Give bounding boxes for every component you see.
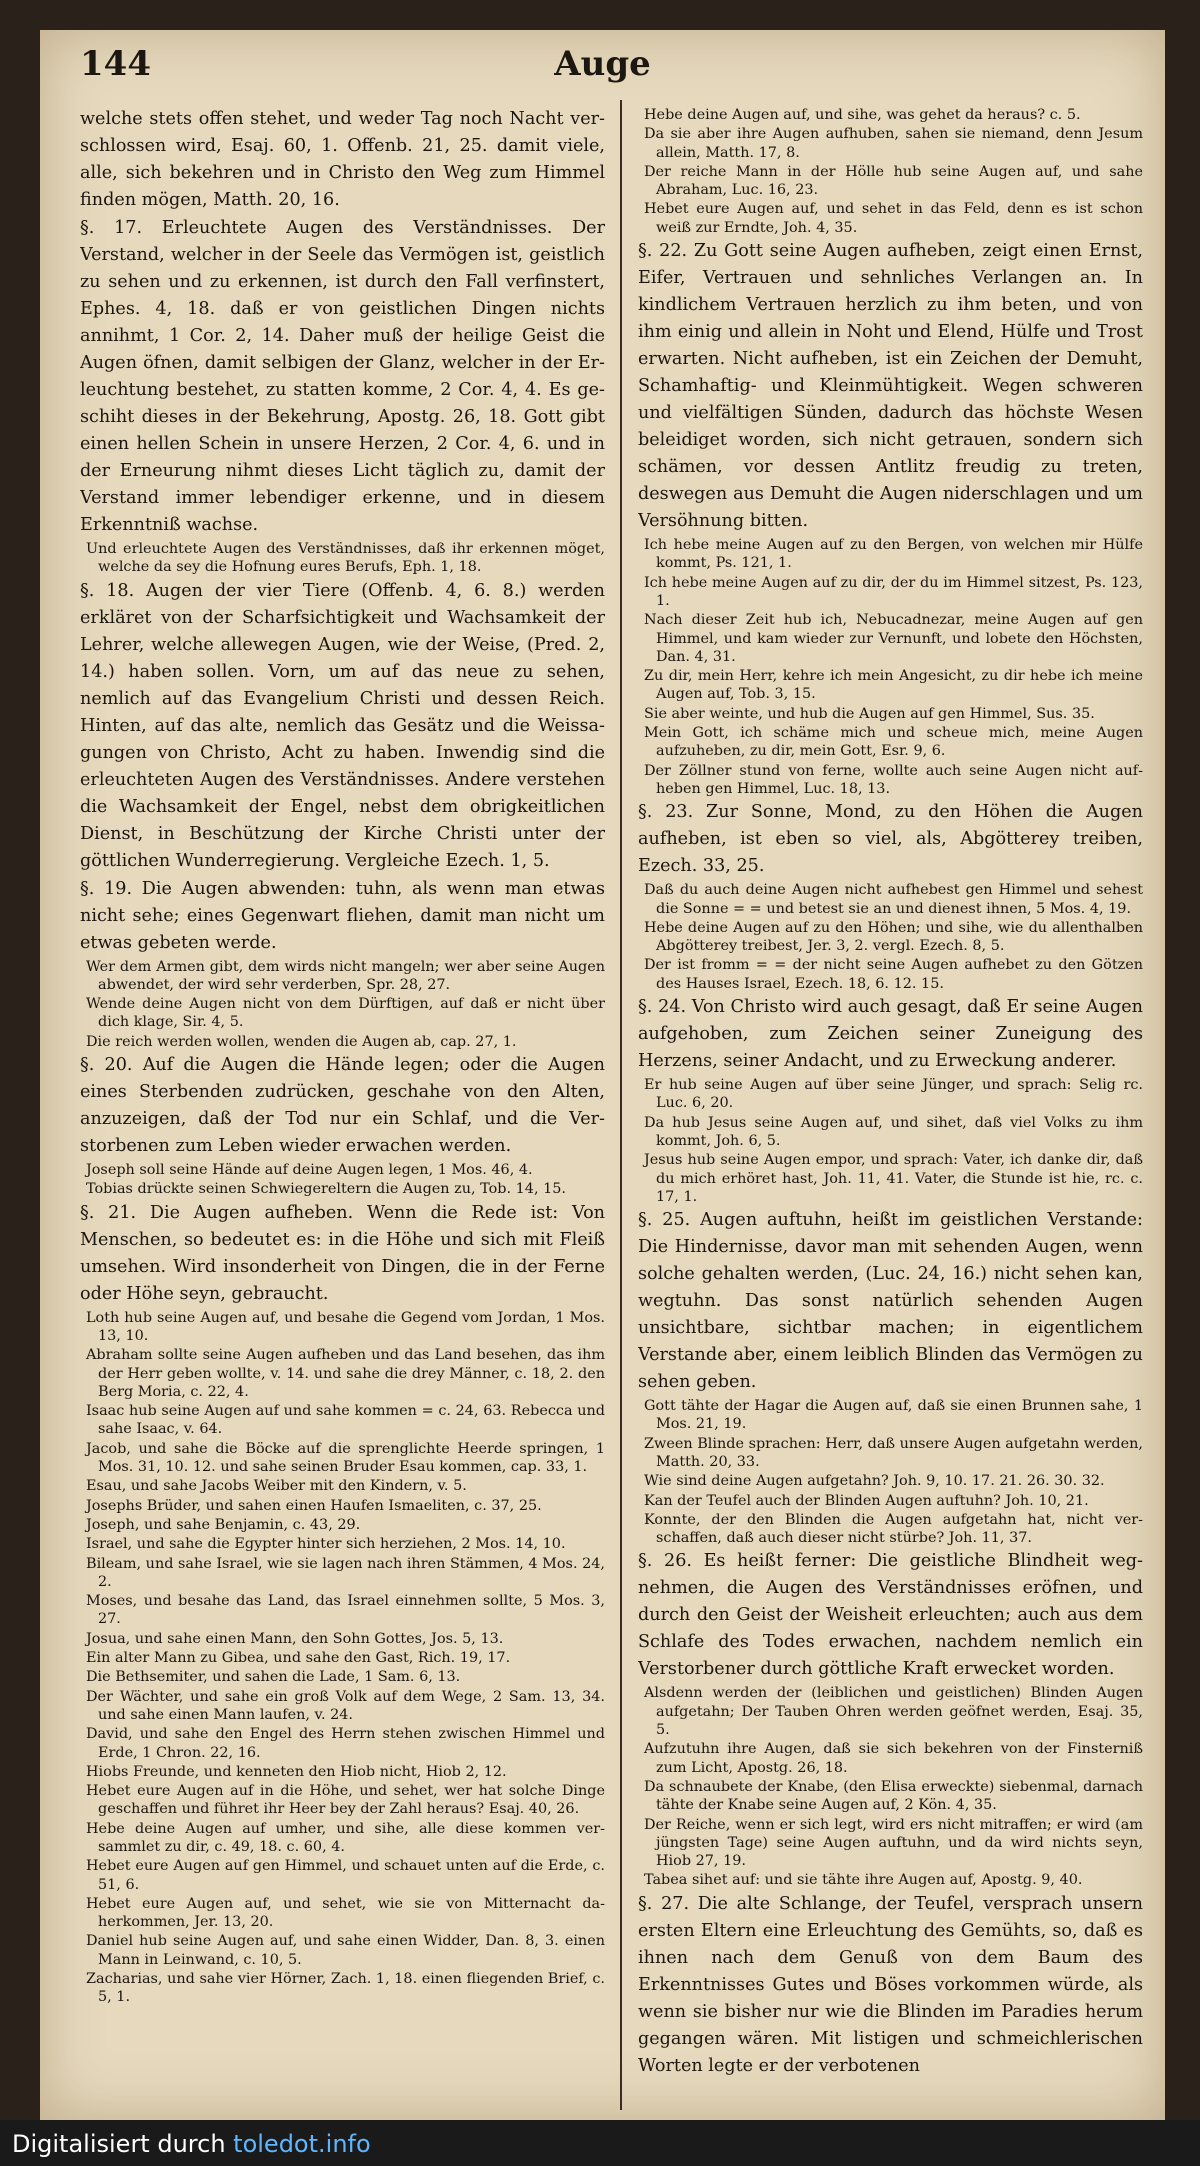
paragraph: §. 17. Erleuchtete Augen des Verständnisses. Der Verstand, welcher in der Seele das Vermögen ist, geistlich zu sehen und zu erkennen, ist durch den Fall verfinstert, Ephes. 4, 18. daß er von geistlichen Dingen nichts annihmt, 1 Cor. 2, 14. Daher muß der heilige Geist die Augen öfnen, damit selbigen der Glanz, welcher in der Erleuchtung bestehet, zu statten komme, 2 Cor. 4, 4. Es geschiht dieses in der Bekehrung, Apostg. 26, 18. Gott gibt einen hellen Schein in unsere Herzen, 2 Cor. 4, 6. und in der Erneurung nihmt dieses Licht täglich zu, damit der Verstand immer lebendiger erkenne, und in diesem Erkenntniß wachse.: [80, 218, 605, 535]
quotation: Der Reiche, wenn er sich legt, wird ers nicht mitraffen; er wird (am jüngsten Tage) seine Augen auftuhn, und da wird nichts seyn, Hiob 27, 19.: [644, 1816, 1143, 1870]
digitization-footer: [0, 2120, 1200, 2166]
footer-brand-link[interactable]: toledot.info: [233, 2130, 371, 2158]
quotation: Joseph soll seine Hände auf deine Augen legen, 1 Mos. 46, 4.: [86, 1162, 533, 1179]
page-number: 144: [80, 44, 151, 84]
quotation: Nach dieser Zeit hub ich, Nebucadnezar, meine Augen auf gen Himmel, und kam wieder zur Vernunft, und lobete den Höchsten, Dan. 4, 31.: [644, 612, 1143, 665]
quotation: Isaac hub seine Augen auf und sahe kommen = c. 24, 63. Rebecca und sahe Isaac, v. 64.: [86, 1403, 605, 1438]
quotation: Wie sind deine Augen aufgetahn? Joh. 9, 10. 17. 21. 26. 30. 32.: [644, 1473, 1105, 1490]
quotation: Ein alter Mann zu Gibea, und sahe den Gast, Rich. 19, 17.: [86, 1650, 511, 1667]
quotation: Wende deine Augen nicht von dem Dürftigen, auf daß er nicht über dich klage, Sir. 4, 5.: [86, 996, 605, 1031]
scanned-page: [40, 30, 1165, 2120]
paragraph: §. 20. Auf die Augen die Hände legen; oder die Augen eines Sterbenden zudrücken, geschahe von den Alten, anzuzeigen, daß der Tod nur ein Schlaf, und die Verstorbenen zum Leben wieder erwachen werden.: [80, 1055, 605, 1157]
quotation: Der Wächter, und sahe ein groß Volk auf dem Wege, 2 Sam. 13, 34. und sahe einen Mann laufen, v. 24.: [86, 1688, 605, 1723]
quotation: Die Bethsemiter, und sahen die Lade, 1 Sam. 6, 13.: [86, 1669, 461, 1686]
running-head: Auge: [554, 44, 651, 84]
quotation: Sie aber weinte, und hub die Augen auf gen Himmel, Sus. 35.: [644, 705, 1095, 722]
quotation: Wer dem Armen gibt, dem wirds nicht mangeln; wer aber seine Augen abwendet, der wird sehr verderben, Spr. 28, 27.: [86, 958, 605, 993]
quotation: Josephs Brüder, und sahen einen Haufen Ismaeliten, c. 37, 25.: [86, 1497, 542, 1514]
quotation: Joseph, und sahe Benjamin, c. 43, 29.: [86, 1516, 361, 1533]
quotation: Zu dir, mein Herr, kehre ich mein Angesicht, zu dir hebe ich meine Augen auf, Tob. 3, 15.: [644, 668, 1143, 703]
quotation: Er hub seine Augen auf über seine Jünger, und sprach: Selig rc. Luc. 6, 20.: [644, 1077, 1143, 1112]
quotation: Zacharias, und sahe vier Hörner, Zach. 1, 18. einen fliegenden Brief, c. 5, 1.: [86, 1971, 605, 2006]
paragraph: §. 22. Zu Gott seine Augen aufheben, zeigt einen Ernst, Eifer, Vertrauen und sehnliches Verlangen an. In kindlichem Vertrauen herzlich zu ihm beten, und von ihm einig und allein in Noht und Elend, Hülfe und Trost erwarten. Nicht aufheben, ist ein Zeichen der Demuht, Schamhaftig- und Kleinmühtigkeit. Wegen schweren und vielfältigen Sünden, dadurch das höchste Wesen beleidiget worden, sich nicht getrauen, sondern sich schämen, vor dessen Antlitz freudig zu treten, deswegen aus Demuht die Augen niderschlagen und um Versöhnung bitten.: [638, 241, 1143, 532]
quotation: Hebe deine Augen auf, und sihe, was gehet da heraus? c. 5.: [644, 107, 1081, 123]
footer-prefix: Digitalisiert durch: [12, 2130, 234, 2158]
quotation: Hebe deine Augen auf umher, und sihe, alle diese kommen versammlet zu dir, c. 49, 18. c. 60, 4.: [86, 1820, 605, 1855]
left-column: [80, 106, 605, 2106]
quotation: Ich hebe meine Augen auf zu den Bergen, von welchen mir Hülfe kommt, Ps. 121, 1.: [644, 537, 1143, 572]
paragraph: §. 19. Die Augen abwenden: tuhn, als wenn man etwas nicht sehe; eines Gegenwart fliehen, damit man nicht um etwas gebeten werde.: [80, 878, 605, 953]
quotation: Kan der Teufel auch der Blinden Augen auftuhn? Joh. 10, 21.: [644, 1492, 1089, 1509]
quotation: Aufzutuhn ihre Augen, daß sie sich bekehren von der Finsterniß zum Licht, Apostg. 26, 18.: [644, 1741, 1143, 1776]
paragraph: §. 23. Zur Sonne, Mond, zu den Höhen die Augen aufheben, ist eben so viel, als, Abgötterey treiben, Ezech. 33, 25.: [638, 802, 1143, 877]
quotation: Der Zöllner stund von ferne, wollte auch seine Augen nicht aufheben gen Himmel, Luc. 18, 13.: [644, 762, 1143, 797]
quotation: Die reich werden wollen, wenden die Augen ab, cap. 27, 1.: [86, 1033, 517, 1050]
quotation: Esau, und sahe Jacobs Weiber mit den Kindern, v. 5.: [86, 1478, 467, 1495]
quotation: Hebet eure Augen auf gen Himmel, und schauet unten auf die Erde, c. 51, 6.: [86, 1858, 605, 1893]
quotation: Alsdenn werden der (leiblichen und geistlichen) Blinden Augen aufgetahn; Der Tauben Ohren werden geöfnet werden, Esaj. 35, 5.: [644, 1685, 1143, 1739]
quotation: Ich hebe meine Augen auf zu dir, der du im Himmel sitzest, Ps. 123, 1.: [644, 574, 1143, 609]
page-header: [40, 30, 1165, 100]
quotation: Der reiche Mann in der Hölle hub seine Augen auf, und sahe Abraham, Luc. 16, 23.: [644, 163, 1143, 199]
column-divider: [620, 100, 622, 2110]
quotation: Bileam, und sahe Israel, wie sie lagen nach ihren Stämmen, 4 Mos. 24, 2.: [86, 1555, 605, 1590]
paragraph: §. 25. Augen auftuhn, heißt im geistlichen Verstande: Die Hindernisse, davor man mit sehenden Augen, wenn solche gehalten werden, (Luc. 24, 16.) nicht sehen kan, wegtuhn. Das sonst natürlich sehenden Augen unsichtbare, sichtbar machen; in eigentlichem Verstande aber, einem leiblich Blinden das Vermögen zu sehen geben.: [638, 1210, 1143, 1393]
quotation: Zween Blinde sprachen: Herr, daß unsere Augen aufgetahn werden, Matth. 20, 33.: [644, 1435, 1143, 1470]
paragraph: §. 21. Die Augen aufheben. Wenn die Rede ist: Von Menschen, so bedeutet es: in die Höhe und sich mit Fleiß umsehen. Wird insonderheit von Dingen, die in der Ferne oder Höhe seyn, gebraucht.: [80, 1202, 605, 1304]
quotation: Und erleuchtete Augen des Verständnisses, daß ihr erkennen möget, welche da sey die Hofnung eures Berufs, Eph. 1, 18.: [86, 541, 605, 576]
quotation: Moses, und besahe das Land, das Israel einnehmen sollte, 5 Mos. 3, 27.: [86, 1593, 605, 1628]
quotation: Josua, und sahe einen Mann, den Sohn Gottes, Jos. 5, 13.: [86, 1630, 504, 1647]
quotation: Hebet eure Augen auf in die Höhe, und sehet, wer hat solche Dinge geschaffen und führet ihr Heer bey der Zahl heraus? Esaj. 40, 26.: [86, 1783, 605, 1818]
quotation: Da hub Jesus seine Augen auf, und sihet, daß viel Volks zu ihm kommt, Joh. 6, 5.: [644, 1114, 1143, 1149]
quotation: Tobias drückte seinen Schwiegereltern die Augen zu, Tob. 14, 15.: [86, 1181, 566, 1198]
paragraph: §. 24. Von Christo wird auch gesagt, daß Er seine Augen aufgehoben, zum Zeichen seiner Zuneigung des Herzens, seiner Andacht, und zu Erweckung anderer.: [638, 997, 1143, 1072]
quotation: Jesus hub seine Augen empor, und sprach: Vater, ich danke dir, daß du mich erhöret hast, Joh. 11, 41. Vater, die Stunde ist hie, rc. c. 17, 1.: [644, 1152, 1143, 1205]
quotation: Gott tähte der Hagar die Augen auf, daß sie einen Brunnen sahe, 1 Mos. 21, 19.: [644, 1398, 1143, 1433]
quotation: Hebe deine Augen auf zu den Höhen; und sihe, wie du allenthalben Abgötterey treibest, Jer. 3, 2. vergl. Ezech. 8, 5.: [644, 919, 1143, 955]
footer-credit[interactable]: [12, 2130, 371, 2158]
quotation: Der ist fromm = = der nicht seine Augen aufhebet zu den Götzen des Hauses Israel, Ezech. 18, 6. 12. 15.: [644, 957, 1143, 992]
quotation: Jacob, und sahe die Böcke auf die sprenglichte Heerde springen, 1 Mos. 31, 10. 12. und sahe seinen Bruder Esau kommen, cap. 33, 1.: [86, 1440, 605, 1476]
quotation: David, und sahe den Engel des Herrn stehen zwischen Himmel und Erde, 1 Chron. 22, 16.: [86, 1726, 605, 1761]
quotation: Mein Gott, ich schäme mich und scheue mich, meine Augen aufzuheben, zu dir, mein Gott, Esr. 9, 6.: [644, 725, 1143, 760]
right-column: [638, 106, 1143, 2106]
quotation: Israel, und sahe die Egypter hinter sich herziehen, 2 Mos. 14, 10.: [86, 1536, 566, 1553]
quotation: Da schnaubete der Knabe, (den Elisa erweckte) siebenmal, darnach tähte der Knabe seine Augen auf, 2 Kön. 4, 35.: [644, 1778, 1143, 1814]
quotation: Da sie aber ihre Augen aufhuben, sahen sie niemand, denn Jesum allein, Matth. 17, 8.: [644, 126, 1143, 161]
quotation: Konnte, der den Blinden die Augen aufgetahn hat, nicht verschaffen, daß auch dieser nicht stürbe? Joh. 11, 37.: [644, 1511, 1143, 1547]
paragraph: §. 26. Es heißt ferner: Die geistliche Blindheit wegnehmen, die Augen des Verständnisses eröfnen, und durch den Geist der Weisheit erleuchten; auch aus dem Schlafe des Todes erwachen, nachdem nemlich ein Verstorbener durch göttliche Kraft erwecket worden.: [638, 1551, 1143, 1680]
quotation: Daniel hub seine Augen auf, und sahe einen Widder, Dan. 8, 3. einen Mann in Leinwand, c. 10, 5.: [86, 1933, 605, 1968]
quotation: Abraham sollte seine Augen aufheben und das Land besehen, das ihm der Herr geben wollte, v. 14. und sahe die drey Männer, c. 18, 2. den Berg Moria, c. 22, 4.: [86, 1347, 605, 1400]
paragraph: §. 27. Die alte Schlange, der Teufel, versprach unsern ersten Eltern eine Erleuchtung des Gemühts, so, daß es ihnen nach dem Genuß von dem Baum des Erkenntnisses Gutes und Böses vorkommen würde, als wenn sie bisher nur wie die Blinden im Paradies herum gegangen wären. Mit listigen und schmeichlerischen Worten legte er der verbotenen: [638, 1893, 1143, 2076]
quotation: Loth hub seine Augen auf, und besahe die Gegend vom Jordan, 1 Mos. 13, 10.: [86, 1309, 605, 1344]
quotation: Tabea sihet auf: und sie tähte ihre Augen auf, Apostg. 9, 40.: [644, 1872, 1083, 1889]
quotation: Hebet eure Augen auf, und sehet in das Feld, denn es ist schon weiß zur Erndte, Joh. 4, 35.: [644, 201, 1143, 236]
quotation: Hiobs Freunde, und kenneten den Hiob nicht, Hiob 2, 12.: [86, 1763, 507, 1780]
quotation: Daß du auch deine Augen nicht aufhebest gen Himmel und sehest die Sonne = = und betest sie an und dienest ihnen, 5 Mos. 4, 19.: [644, 882, 1143, 917]
quotation: Hebet eure Augen auf, und sehet, wie sie von Mitternacht daherkommen, Jer. 13, 20.: [86, 1895, 605, 1931]
paragraph: §. 18. Augen der vier Tiere (Offenb. 4, 6. 8.) werden erkläret von der Scharfsichtigkeit und Wachsamkeit der Lehrer, welche allewegen Augen, wie der Weise, (Pred. 2, 14.) haben sollen. Vorn, um auf das neue zu sehen, nemlich auf das Evangelium Christi und dessen Reich. Hinten, auf das alte, nemlich das Gesätz und die Weissagungen von Christo, Acht zu haben. Inwendig sind die erleuchteten Augen des Verständnisses. Andere verstehen die Wachsamkeit der Engel, nebst dem obrigkeitlichen Dienst, in Beschützung der Kirche Christi unter der göttlichen Wunderregierung. Vergleiche Ezech. 1, 5.: [80, 580, 605, 871]
paragraph: welche stets offen stehet, und weder Tag noch Nacht verschlossen wird, Esaj. 60, 1. Offenb. 21, 25. damit viele, alle, sich bekehren und in Christo den Weg zum Himmel finden mögen, Matth. 20, 16.: [80, 109, 605, 210]
